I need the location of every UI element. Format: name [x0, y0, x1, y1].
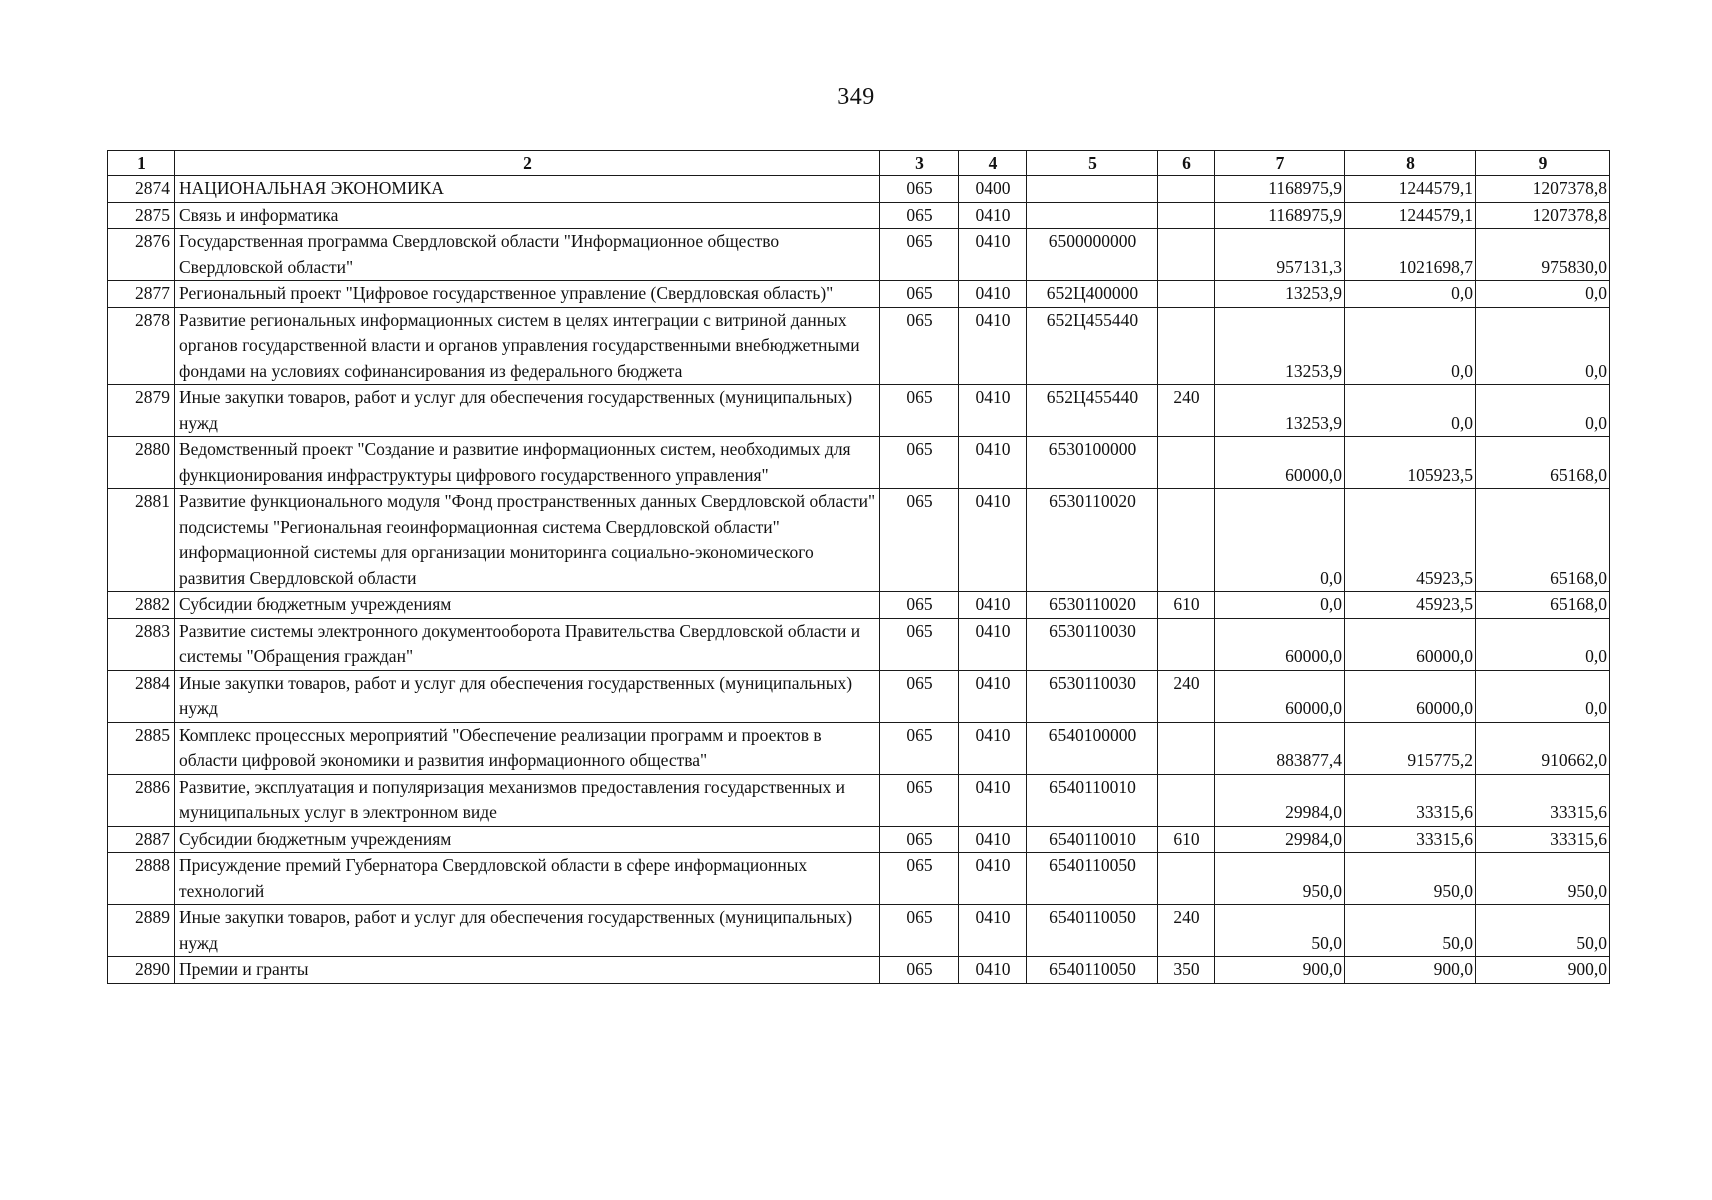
code-ministry-cell: 065	[880, 853, 959, 905]
code-section-cell: 0410	[959, 202, 1027, 229]
amount-col8-cell: 915775,2	[1345, 722, 1476, 774]
code-section-cell: 0410	[959, 670, 1027, 722]
row-name-cell: Региональный проект "Цифровое государственное управление (Свердловская область)"	[175, 281, 880, 308]
code-target-cell: 6540100000	[1027, 722, 1158, 774]
row-number-cell: 2878	[108, 307, 175, 385]
column-header-8: 8	[1345, 151, 1476, 176]
amount-col7-cell: 1168975,9	[1215, 176, 1345, 203]
column-header-3: 3	[880, 151, 959, 176]
amount-col8-cell: 900,0	[1345, 957, 1476, 984]
amount-col7-cell: 60000,0	[1215, 670, 1345, 722]
column-header-2: 2	[175, 151, 880, 176]
page-number: 349	[837, 84, 875, 110]
code-expense-type-cell: 240	[1158, 905, 1215, 957]
amount-col7-cell: 29984,0	[1215, 774, 1345, 826]
code-target-cell	[1027, 176, 1158, 203]
row-name-cell: Субсидии бюджетным учреждениям	[175, 592, 880, 619]
row-number-cell: 2885	[108, 722, 175, 774]
amount-col8-cell: 45923,5	[1345, 489, 1476, 592]
table-row	[108, 774, 1610, 826]
row-number-cell: 2887	[108, 826, 175, 853]
table-row	[108, 307, 1610, 385]
amount-col7-cell: 950,0	[1215, 853, 1345, 905]
table-row	[108, 670, 1610, 722]
amount-col9-cell: 65168,0	[1476, 592, 1610, 619]
code-ministry-cell: 065	[880, 592, 959, 619]
code-ministry-cell: 065	[880, 618, 959, 670]
code-ministry-cell: 065	[880, 670, 959, 722]
amount-col8-cell: 50,0	[1345, 905, 1476, 957]
code-expense-type-cell	[1158, 853, 1215, 905]
code-expense-type-cell	[1158, 618, 1215, 670]
amount-col7-cell: 29984,0	[1215, 826, 1345, 853]
amount-col8-cell: 1021698,7	[1345, 229, 1476, 281]
code-target-cell: 6540110050	[1027, 853, 1158, 905]
amount-col7-cell: 60000,0	[1215, 618, 1345, 670]
code-target-cell: 6530110020	[1027, 592, 1158, 619]
code-ministry-cell: 065	[880, 905, 959, 957]
code-section-cell: 0400	[959, 176, 1027, 203]
code-target-cell: 6530100000	[1027, 437, 1158, 489]
amount-col8-cell: 60000,0	[1345, 618, 1476, 670]
row-name-cell: Комплекс процессных мероприятий "Обеспечение реализации программ и проектов в области цифровой экономики и развития информационного общества"	[175, 722, 880, 774]
amount-col9-cell: 0,0	[1476, 385, 1610, 437]
amount-col7-cell: 900,0	[1215, 957, 1345, 984]
code-expense-type-cell	[1158, 774, 1215, 826]
code-expense-type-cell: 240	[1158, 670, 1215, 722]
amount-col9-cell: 975830,0	[1476, 229, 1610, 281]
code-target-cell: 6530110030	[1027, 618, 1158, 670]
amount-col8-cell: 1244579,1	[1345, 176, 1476, 203]
code-section-cell: 0410	[959, 722, 1027, 774]
table-row	[108, 618, 1610, 670]
code-section-cell: 0410	[959, 618, 1027, 670]
amount-col9-cell: 0,0	[1476, 281, 1610, 308]
row-number-cell: 2877	[108, 281, 175, 308]
code-target-cell: 6540110050	[1027, 957, 1158, 984]
amount-col9-cell: 0,0	[1476, 307, 1610, 385]
code-section-cell: 0410	[959, 489, 1027, 592]
code-expense-type-cell: 610	[1158, 592, 1215, 619]
amount-col9-cell: 0,0	[1476, 670, 1610, 722]
amount-col8-cell: 950,0	[1345, 853, 1476, 905]
code-section-cell: 0410	[959, 853, 1027, 905]
code-section-cell: 0410	[959, 774, 1027, 826]
code-expense-type-cell	[1158, 489, 1215, 592]
code-expense-type-cell	[1158, 307, 1215, 385]
row-name-cell: Связь и информатика	[175, 202, 880, 229]
column-header-9: 9	[1476, 151, 1610, 176]
row-number-cell: 2874	[108, 176, 175, 203]
row-number-cell: 2890	[108, 957, 175, 984]
row-name-cell: Иные закупки товаров, работ и услуг для обеспечения государственных (муниципальных) нужд	[175, 670, 880, 722]
amount-col8-cell: 0,0	[1345, 281, 1476, 308]
code-target-cell: 652Ц455440	[1027, 385, 1158, 437]
column-header-4: 4	[959, 151, 1027, 176]
row-number-cell: 2888	[108, 853, 175, 905]
amount-col8-cell: 1244579,1	[1345, 202, 1476, 229]
row-name-cell: Субсидии бюджетным учреждениям	[175, 826, 880, 853]
amount-col7-cell: 0,0	[1215, 592, 1345, 619]
row-name-cell: Иные закупки товаров, работ и услуг для обеспечения государственных (муниципальных) нужд	[175, 905, 880, 957]
column-header-1: 1	[108, 151, 175, 176]
table-row	[108, 905, 1610, 957]
amount-col9-cell: 900,0	[1476, 957, 1610, 984]
code-target-cell: 6530110020	[1027, 489, 1158, 592]
code-expense-type-cell	[1158, 176, 1215, 203]
code-ministry-cell: 065	[880, 281, 959, 308]
table-row	[108, 202, 1610, 229]
code-ministry-cell: 065	[880, 957, 959, 984]
table-row	[108, 281, 1610, 308]
code-target-cell: 6540110010	[1027, 826, 1158, 853]
row-name-cell: Иные закупки товаров, работ и услуг для обеспечения государственных (муниципальных) нужд	[175, 385, 880, 437]
code-expense-type-cell	[1158, 281, 1215, 308]
code-expense-type-cell	[1158, 229, 1215, 281]
row-name-cell: Развитие региональных информационных систем в целях интеграции с витриной данных органов государственной власти и органов управления государственными внебюджетными фондами на условиях софинансирования из федерального бюджета	[175, 307, 880, 385]
code-target-cell: 652Ц400000	[1027, 281, 1158, 308]
table-row	[108, 853, 1610, 905]
code-ministry-cell: 065	[880, 307, 959, 385]
amount-col9-cell: 33315,6	[1476, 826, 1610, 853]
code-section-cell: 0410	[959, 281, 1027, 308]
column-header-6: 6	[1158, 151, 1215, 176]
code-section-cell: 0410	[959, 826, 1027, 853]
row-name-cell: Развитие, эксплуатация и популяризация механизмов предоставления государственных и муниципальных услуг в электронном виде	[175, 774, 880, 826]
table-row	[108, 489, 1610, 592]
amount-col7-cell: 957131,3	[1215, 229, 1345, 281]
row-name-cell: Присуждение премий Губернатора Свердловской области в сфере информационных технологий	[175, 853, 880, 905]
table-row	[108, 176, 1610, 203]
amount-col9-cell: 910662,0	[1476, 722, 1610, 774]
row-number-cell: 2886	[108, 774, 175, 826]
code-ministry-cell: 065	[880, 176, 959, 203]
code-section-cell: 0410	[959, 437, 1027, 489]
amount-col8-cell: 33315,6	[1345, 774, 1476, 826]
amount-col9-cell: 65168,0	[1476, 489, 1610, 592]
code-ministry-cell: 065	[880, 229, 959, 281]
amount-col7-cell: 13253,9	[1215, 385, 1345, 437]
row-name-cell: НАЦИОНАЛЬНАЯ ЭКОНОМИКА	[175, 176, 880, 203]
table-row	[108, 722, 1610, 774]
code-target-cell: 6540110050	[1027, 905, 1158, 957]
code-expense-type-cell	[1158, 722, 1215, 774]
code-expense-type-cell: 350	[1158, 957, 1215, 984]
row-name-cell: Развитие функционального модуля "Фонд пространственных данных Свердловской области" подсистемы "Региональная геоинформационная система Свердловской области" информационной системы для организации мониторинга социально-экономического развития Свердловской области	[175, 489, 880, 592]
amount-col9-cell: 33315,6	[1476, 774, 1610, 826]
code-ministry-cell: 065	[880, 437, 959, 489]
code-target-cell	[1027, 202, 1158, 229]
row-number-cell: 2883	[108, 618, 175, 670]
amount-col9-cell: 1207378,8	[1476, 202, 1610, 229]
budget-table	[107, 150, 1610, 984]
code-section-cell: 0410	[959, 385, 1027, 437]
table-row	[108, 826, 1610, 853]
row-number-cell: 2884	[108, 670, 175, 722]
amount-col7-cell: 50,0	[1215, 905, 1345, 957]
code-expense-type-cell	[1158, 202, 1215, 229]
row-number-cell: 2880	[108, 437, 175, 489]
table-row	[108, 437, 1610, 489]
amount-col9-cell: 950,0	[1476, 853, 1610, 905]
code-expense-type-cell: 610	[1158, 826, 1215, 853]
row-number-cell: 2876	[108, 229, 175, 281]
code-section-cell: 0410	[959, 957, 1027, 984]
table-row	[108, 592, 1610, 619]
code-ministry-cell: 065	[880, 385, 959, 437]
row-name-cell: Развитие системы электронного документооборота Правительства Свердловской области и системы "Обращения граждан"	[175, 618, 880, 670]
code-ministry-cell: 065	[880, 202, 959, 229]
table-row	[108, 385, 1610, 437]
row-number-cell: 2882	[108, 592, 175, 619]
row-number-cell: 2889	[108, 905, 175, 957]
amount-col7-cell: 13253,9	[1215, 281, 1345, 308]
code-section-cell: 0410	[959, 307, 1027, 385]
amount-col9-cell: 1207378,8	[1476, 176, 1610, 203]
code-target-cell: 6530110030	[1027, 670, 1158, 722]
row-number-cell: 2879	[108, 385, 175, 437]
amount-col7-cell: 1168975,9	[1215, 202, 1345, 229]
amount-col9-cell: 50,0	[1476, 905, 1610, 957]
amount-col8-cell: 60000,0	[1345, 670, 1476, 722]
column-header-7: 7	[1215, 151, 1345, 176]
row-name-cell: Премии и гранты	[175, 957, 880, 984]
row-number-cell: 2881	[108, 489, 175, 592]
amount-col9-cell: 0,0	[1476, 618, 1610, 670]
amount-col7-cell: 883877,4	[1215, 722, 1345, 774]
amount-col8-cell: 0,0	[1345, 385, 1476, 437]
table-row	[108, 957, 1610, 984]
row-name-cell: Ведомственный проект "Создание и развитие информационных систем, необходимых для функционирования инфраструктуры цифрового государственного управления"	[175, 437, 880, 489]
amount-col7-cell: 13253,9	[1215, 307, 1345, 385]
amount-col8-cell: 105923,5	[1345, 437, 1476, 489]
code-section-cell: 0410	[959, 229, 1027, 281]
amount-col8-cell: 0,0	[1345, 307, 1476, 385]
code-ministry-cell: 065	[880, 489, 959, 592]
code-section-cell: 0410	[959, 905, 1027, 957]
amount-col8-cell: 33315,6	[1345, 826, 1476, 853]
amount-col8-cell: 45923,5	[1345, 592, 1476, 619]
code-ministry-cell: 065	[880, 722, 959, 774]
amount-col7-cell: 0,0	[1215, 489, 1345, 592]
code-target-cell: 6540110010	[1027, 774, 1158, 826]
table-body	[108, 176, 1610, 984]
code-ministry-cell: 065	[880, 826, 959, 853]
table-header-row	[108, 151, 1610, 176]
code-target-cell: 6500000000	[1027, 229, 1158, 281]
code-section-cell: 0410	[959, 592, 1027, 619]
amount-col7-cell: 60000,0	[1215, 437, 1345, 489]
code-expense-type-cell: 240	[1158, 385, 1215, 437]
table-row	[108, 229, 1610, 281]
column-header-5: 5	[1027, 151, 1158, 176]
code-target-cell: 652Ц455440	[1027, 307, 1158, 385]
amount-col9-cell: 65168,0	[1476, 437, 1610, 489]
code-ministry-cell: 065	[880, 774, 959, 826]
row-name-cell: Государственная программа Свердловской области "Информационное общество Свердловской области"	[175, 229, 880, 281]
row-number-cell: 2875	[108, 202, 175, 229]
code-expense-type-cell	[1158, 437, 1215, 489]
